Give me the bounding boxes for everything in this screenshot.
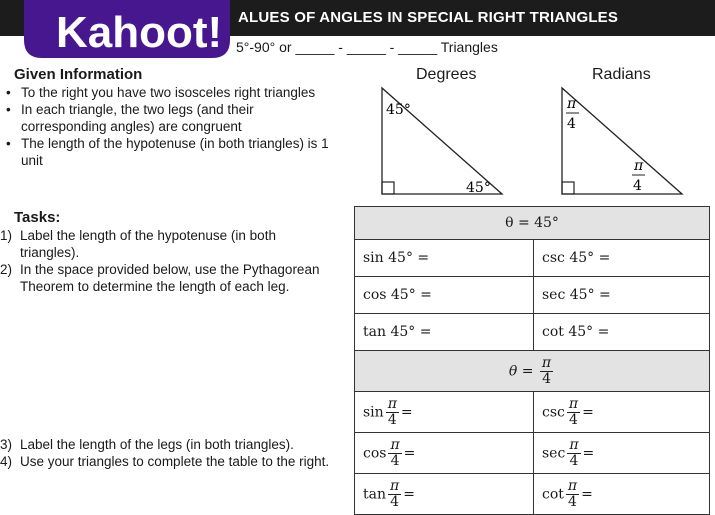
task-item-1: 1) Label the length of the hypotenuse (in both triangles). bbox=[0, 228, 276, 260]
given-list bbox=[2, 84, 342, 169]
cell-cos-45[interactable]: cos 45° = bbox=[355, 277, 534, 314]
page-subtitle: 5°-90° or _____ - _____ - _____ Triangles bbox=[236, 39, 498, 55]
given-bullet-2: • In each triangle, the two legs (and their corresponding angles) are congruent bbox=[2, 101, 342, 135]
degrees-triangle bbox=[378, 84, 518, 200]
cell-sec-45[interactable]: sec 45° = bbox=[534, 277, 710, 314]
tasks-list-b bbox=[0, 436, 338, 470]
cell-sin-45[interactable]: sin 45° = bbox=[355, 240, 534, 277]
degrees-bottom-angle: 45° bbox=[466, 180, 491, 196]
table-header-degrees: θ = 45° bbox=[355, 207, 710, 240]
degrees-top-angle: 45° bbox=[386, 102, 411, 118]
kahoot-logo bbox=[16, 0, 238, 62]
task-item-4: 4) Use your triangles to complete the table to the right. bbox=[0, 454, 330, 469]
tasks-list-a bbox=[0, 227, 338, 295]
radians-triangle bbox=[558, 84, 698, 200]
tasks-heading: Tasks: bbox=[14, 209, 61, 226]
degrees-label: Degrees bbox=[416, 66, 477, 83]
given-heading: Given Information bbox=[14, 66, 143, 83]
cell-tan-45[interactable]: tan 45° = bbox=[355, 314, 534, 351]
cell-tan-pi4[interactable]: tan $\frac{\pi}{4}$ = bbox=[355, 474, 534, 515]
given-bullet-1: • To the right you have two isosceles right triangles bbox=[2, 84, 342, 101]
radians-top-den: 4 bbox=[567, 116, 576, 132]
cell-sec-pi4[interactable]: sec $\frac{\pi}{4}$ = bbox=[534, 433, 710, 474]
radians-bottom-pi: π bbox=[634, 158, 644, 174]
page-title: ALUES OF ANGLES IN SPECIAL RIGHT TRIANGLES bbox=[238, 9, 619, 26]
cell-cot-45[interactable]: cot 45° = bbox=[534, 314, 710, 351]
table-header-radians: θ = $\frac{\pi}{4}$ bbox=[355, 351, 710, 392]
cell-cot-pi4[interactable]: cot $\frac{\pi}{4}$ = bbox=[534, 474, 710, 515]
cell-sin-pi4[interactable]: sin $\frac{\pi}{4}$ = bbox=[355, 392, 534, 433]
trig-table bbox=[354, 206, 710, 515]
radians-top-pi: π bbox=[567, 96, 577, 112]
kahoot-logo-text: Kahoot! bbox=[56, 8, 223, 57]
cell-csc-pi4[interactable]: csc $\frac{\pi}{4}$ = bbox=[534, 392, 710, 433]
task-item-3: 3) Label the length of the legs (in both triangles). bbox=[0, 437, 294, 452]
radians-label: Radians bbox=[592, 66, 651, 83]
cell-cos-pi4[interactable]: cos $\frac{\pi}{4}$ = bbox=[355, 433, 534, 474]
cell-csc-45[interactable]: csc 45° = bbox=[534, 240, 710, 277]
radians-bottom-den: 4 bbox=[633, 178, 642, 194]
task-item-2: 2) In the space provided below, use the Pythagorean Theorem to determine the length of each leg. bbox=[0, 262, 320, 294]
given-bullet-3: • The length of the hypotenuse (in both triangles) is 1 unit bbox=[2, 135, 342, 169]
